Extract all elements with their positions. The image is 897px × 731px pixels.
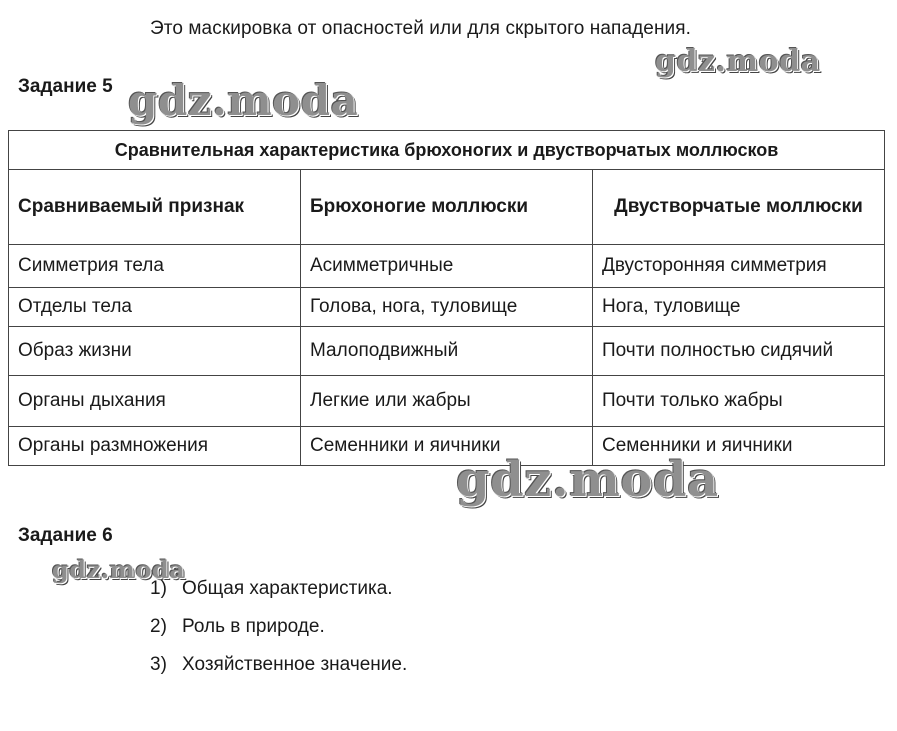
comparison-table <box>8 130 885 466</box>
table-row <box>9 327 885 376</box>
list-item-text: Хозяйственное значение. <box>182 654 408 675</box>
table-row <box>9 376 885 427</box>
table-cell: Голова, нога, туловище <box>301 288 593 327</box>
table-cell: Асимметричные <box>301 245 593 288</box>
table-header-row <box>9 170 885 245</box>
table-cell: Симметрия тела <box>9 245 301 288</box>
table-row <box>9 288 885 327</box>
table-title: Сравнительная характеристика брюхоногих и двустворчатых моллюсков <box>9 131 885 170</box>
table-cell: Малоподвижный <box>301 327 593 376</box>
table-cell: Семенники и яичники <box>593 427 885 466</box>
list-item <box>150 578 407 616</box>
column-header-feature: Сравниваемый признак <box>9 170 301 245</box>
table-cell: Почти только жабры <box>593 376 885 427</box>
table-cell: Почти полностью сидячий <box>593 327 885 376</box>
watermark-logo: gdz.moda <box>128 76 359 125</box>
table-cell: Двусторонняя симметрия <box>593 245 885 288</box>
watermark-logo: gdz.moda <box>52 555 186 584</box>
table-cell: Легкие или жабры <box>301 376 593 427</box>
table-title-row <box>9 131 885 170</box>
list-item-number: 1) <box>150 578 167 599</box>
table-cell: Образ жизни <box>9 327 301 376</box>
list-item-text: Роль в природе. <box>182 616 325 637</box>
table-cell: Семенники и яичники <box>301 427 593 466</box>
intro-text: Это маскировка от опасностей или для скрытого нападения. <box>150 18 692 39</box>
table-row <box>9 245 885 288</box>
watermark-logo: gdz.moda <box>655 44 821 79</box>
table-row <box>9 427 885 466</box>
list-item-number: 2) <box>150 616 167 637</box>
column-header-bivalves: Двустворчатые моллюски <box>593 170 885 245</box>
watermark-logo: gdz.moda <box>456 452 719 508</box>
table-cell: Органы дыхания <box>9 376 301 427</box>
list-item <box>150 616 407 654</box>
list-item-text: Общая характеристика. <box>182 578 393 599</box>
table-cell: Органы размножения <box>9 427 301 466</box>
list-item <box>150 654 407 692</box>
table-cell: Отделы тела <box>9 288 301 327</box>
column-header-gastropods: Брюхоногие моллюски <box>301 170 593 245</box>
task-5-heading: Задание 5 <box>18 76 113 97</box>
topics-list <box>150 578 407 692</box>
table-cell: Нога, туловище <box>593 288 885 327</box>
task-6-heading: Задание 6 <box>18 525 113 546</box>
list-item-number: 3) <box>150 654 167 675</box>
